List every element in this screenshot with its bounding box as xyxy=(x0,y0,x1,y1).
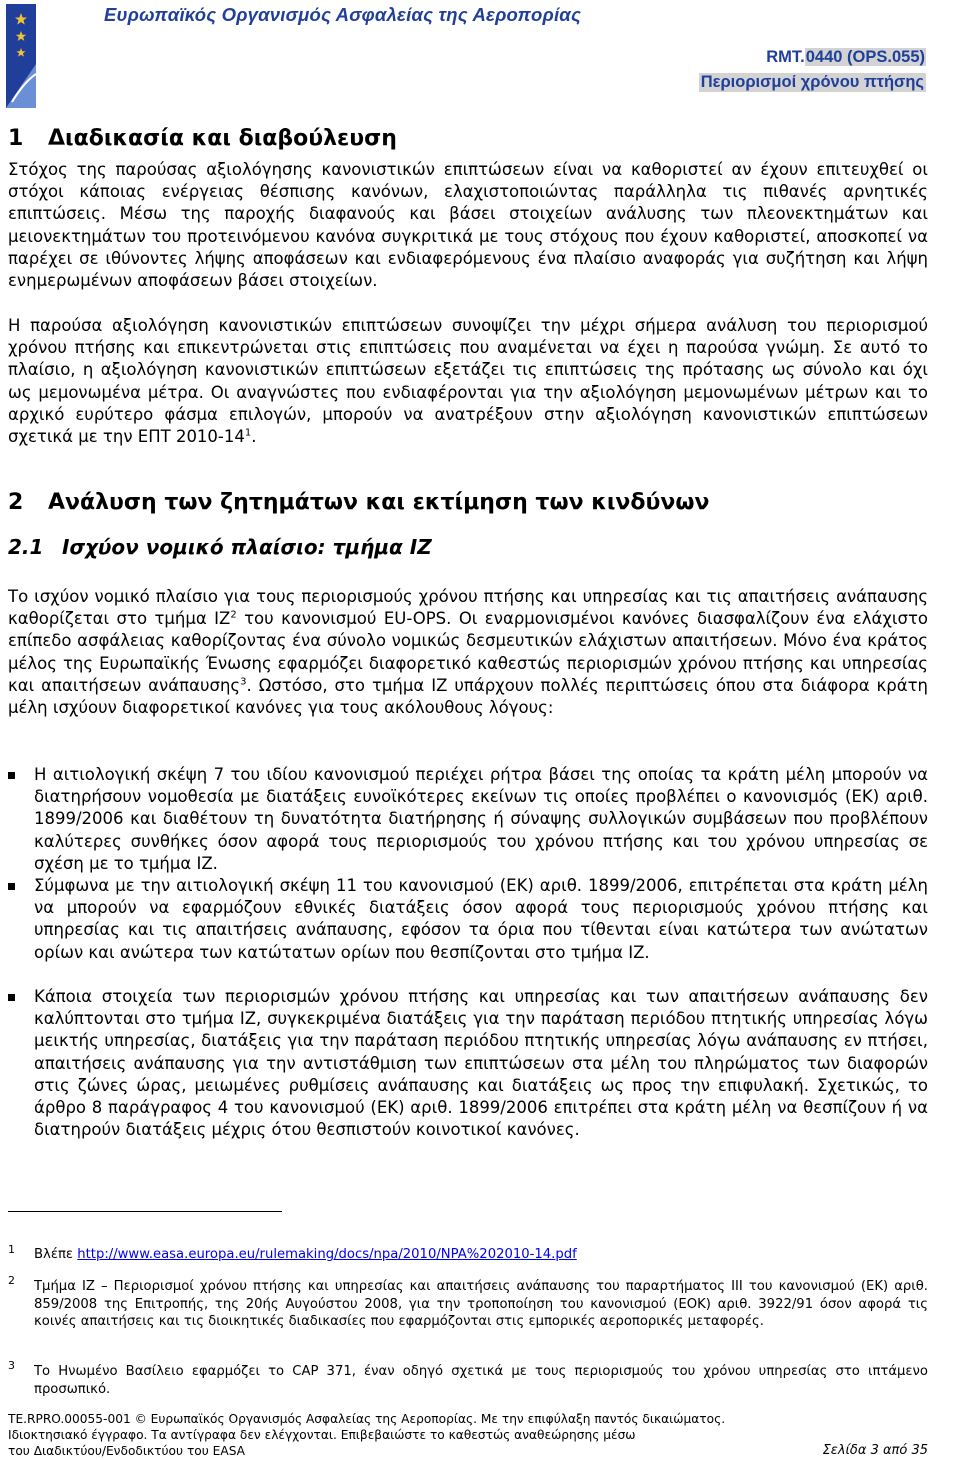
bullet-square-icon xyxy=(8,772,15,779)
list-item: Η αιτιολογική σκέψη 7 του ιδίου κανονισμού περιέχει ρήτρα βάσει της οποίας τα κράτη μέλη μπορούν να διατηρήσουν νομοθεσία με διατάξεις ευνοϊκότερες εκείνων τις οποίες προβλέπει ο κανονισμός (ΕΚ) αριθ. 1899/2006 και διαθέτουν τη δυνατότητα διατήρησης ή σύναψης συλλογικών συμβάσεων που προβλέπουν καλύτερες συνθήκες όσον αφορά τους περιορισμούς του χρόνου πτήσης και του χρόνου υπηρεσίας σε σχέση με το τμήμα ΙΖ. xyxy=(34,765,928,873)
footnote-link[interactable]: http://www.easa.europa.eu/rulemaking/docs/npa/2010/NPA%202010-14.pdf xyxy=(77,1247,577,1262)
document-subtitle: Περιορισμοί χρόνου πτήσης xyxy=(700,73,924,91)
footnote-ref[interactable]: 1 xyxy=(244,427,252,439)
footnote-3: Το Ηνωμένο Βασίλειο εφαρμόζει το CAP 371, έναν οδηγό σχετικά με τους περιορισμούς του χρόνου υπηρεσίας στο ιπτάμενο προσωπικό. xyxy=(34,1364,928,1397)
org-title: Ευρωπαϊκός Οργανισμός Ασφαλείας της Αεροπορίας xyxy=(104,4,582,25)
footnote-number: 3 xyxy=(8,1359,15,1372)
footer-notice: Ιδιοκτησιακό έγγραφο. Τα αντίγραφα δεν ελέγχονται. Επιβεβαιώστε το καθεστώς αναθεώρησης μέσω xyxy=(8,1428,636,1442)
section-1-heading xyxy=(8,126,397,151)
list-item: Κάποια στοιχεία των περιορισμών χρόνου πτήσης και υπηρεσίας και των απαιτήσεων ανάπαυσης δεν καλύπτονται στο τμήμα ΙΖ, συγκεκριμένα διατάξεις για την παράταση περιόδου πτητικής υπηρεσίας λόγω μεικτής υπηρεσίας, διατάξεις για την παράταση περιόδου πτητικής υπηρεσίας λόγω ανάπαυσης εν πτήσει, απαιτήσεις ανάπαυσης για την αντιστάθμιση των επιπτώσεων στα μέλη του πληρώματος των διαφορών στις ζώνες ώρας, μειωμένες ρυθμίσεις ανάπαυσης και διατάξεις ως προς την επιφυλακή. Σχετικώς, το άρθρο 8 παράγραφος 4 του κανονισμού (ΕΚ) αριθ. 1899/2006 επιτρέπει στα κράτη μέλη να θεσπίζουν ή να διατηρούν διατάξεις μέχρις ότου θεσπιστούν κοινοτικοί κανόνες. xyxy=(34,987,928,1140)
footnote-text: Βλέπε xyxy=(34,1247,78,1262)
footer-copyright: TE.RPRO.00055-001 © Ευρωπαϊκός Οργανισμός Ασφαλείας της Αεροπορίας. Με την επιφύλαξη παντός δικαιώματος. xyxy=(8,1412,726,1426)
section-title: Ανάλυση των ζητημάτων και εκτίμηση των κινδύνων xyxy=(48,490,710,515)
paragraph-text-b: του κανονισμού EU-OPS. Οι εναρμονισμένοι κανόνες διασφαλίζουν ένα ελάχιστο επίπεδο ασφάλειας καθορίζοντας ένα σύνολο νομικώς δεσμευτικών ελάχιστων απαιτήσεων. Μόνο ένα κράτος μέλος της Ευρωπαϊκής Ένωσης εφαρμόζει διαφορετικό καθεστώς περιορισμών χρόνου πτήσης και υπηρεσίας και απαιτήσεων ανάπαυσης xyxy=(8,609,928,695)
section-1-paragraph-1: Στόχος της παρούσας αξιολόγησης κανονιστικών επιπτώσεων είναι να καθοριστεί αν έχουν επιτευχθεί οι στόχοι κάποιας ενέργειας θέσπισης κανόνων, ελαχιστοποιώντας παράλληλα τις πιθανές αρνητικές επιπτώσεις. Μέσω της παροχής διαφανούς και βάσει στοιχείων ανάλυσης των πλεονεκτημάτων και μειονεκτημάτων του προτεινόμενου κανόνα συγκριτικά με τους στόχους που έχουν καθοριστεί, αποσκοπεί να παρέχει σε ιθύνοντες λήψης αποφάσεων και ενδιαφερόμενους ένα πλαίσιο αναφοράς για συζήτηση και λήψη ενημερωμένων αποφάσεων βάσει στοιχείων. xyxy=(8,160,928,291)
paragraph-text-c: . Ωστόσο, στο τμήμα ΙΖ υπάρχουν πολλές περιπτώσεις όπου στα διάφορα κράτη μέλη ισχύουν διαφορετικοί κανόνες για τους ακόλουθους λόγους: xyxy=(8,675,928,718)
footnote-separator xyxy=(8,1211,282,1212)
subsection-number: 2.1 xyxy=(8,535,44,559)
bullet-square-icon xyxy=(8,994,15,1001)
footnote-number: 1 xyxy=(8,1243,15,1256)
paragraph-text-a: Το ισχύον νομικό πλαίσιο για τους περιορισμούς χρόνου πτήσης και υπηρεσίας και τις απαιτήσεις ανάπαυσης καθορίζεται στο τμήμα ΙΖ xyxy=(8,587,928,629)
section-title: Διαδικασία και διαβούλευση xyxy=(48,126,397,151)
footnote-ref[interactable]: 2 xyxy=(230,609,237,621)
subsection-title: Ισχύον νομικό πλαίσιο: τμήμα ΙΖ xyxy=(62,535,432,559)
footnote-1 xyxy=(34,1246,928,1264)
section-2-heading xyxy=(8,490,709,515)
paragraph-end: . xyxy=(251,427,257,447)
footer-notice-end: του Διαδικτύου/Ενδοδικτύου του EASA xyxy=(8,1444,245,1458)
section-number: 2 xyxy=(8,490,24,515)
footnote-ref[interactable]: 3 xyxy=(240,676,247,688)
easa-logo-icon xyxy=(6,4,36,108)
bullet-square-icon xyxy=(8,883,15,890)
doc-ref-prefix: RMT. xyxy=(766,48,805,66)
paragraph-text: Η παρούσα αξιολόγηση κανονιστικών επιπτώσεων συνοψίζει την μέχρι σήμερα ανάλυση του περιορισμού χρόνου πτήσης και επικεντρώνεται στις επιπτώσεις που αναμένεται να έχει η παρούσα γνώμη. Σε αυτό το πλαίσιο, η αξιολόγηση κανονιστικών επιπτώσεων εξετάζει τις επιπτώσεις της πρότασης ως σύνολο και όχι ως μεμονωμένα μέτρα. Οι αναγνώστες που ενδιαφέρονται για την αξιολόγηση μεμονωμένων μέτρων και το αρχικό ευρύτερο φάσμα επιλογών, μπορούν να ανατρέξουν στην αξιολόγηση κανονιστικών επιπτώσεων σχετικά με την ΕΠΤ 2010-14 xyxy=(8,316,928,447)
document-reference xyxy=(766,48,926,67)
footnote-number: 2 xyxy=(8,1274,15,1287)
doc-ref-code: 0440 (OPS.055) xyxy=(805,48,925,66)
section-1-paragraph-2 xyxy=(8,315,928,448)
section-2-1-heading xyxy=(8,535,432,559)
page-number: Σελίδα 3 από 35 xyxy=(822,1443,928,1458)
section-number: 1 xyxy=(8,126,24,151)
section-2-1-paragraph xyxy=(8,586,928,719)
list-item: Σύμφωνα με την αιτιολογική σκέψη 11 του κανονισμού (ΕΚ) αριθ. 1899/2006, επιτρέπεται στα κράτη μέλη να μπορούν να εφαρμόζουν εθνικές διατάξεις όσον αφορά τους περιορισμούς χρόνου πτήσης και υπηρεσίας και τις απαιτήσεις ανάπαυσης, εφόσον τα όρια που τίθενται είναι κατώτερα των ανώτατων ορίων και ανώτερα των κατώτατων ορίων που θεσπίζονται στο τμήμα ΙΖ. xyxy=(34,876,928,962)
footnote-2: Τμήμα ΙΖ – Περιορισμοί χρόνου πτήσης και υπηρεσίας και απαιτήσεις ανάπαυσης του παραρτήματος ΙΙΙ του κανονισμού (ΕΚ) αριθ. 859/2008 της Επιτροπής, της 20ής Αυγούστου 2008, για την τροποποίηση του κανονισμού (ΕΟΚ) αριθ. 3922/91 όσον αφορά τις κοινές απαιτήσεις και τις διοικητικές διαδικασίες που εφαρμόζονται στις εμπορικές αεροπορικές μεταφορές. xyxy=(34,1279,928,1329)
